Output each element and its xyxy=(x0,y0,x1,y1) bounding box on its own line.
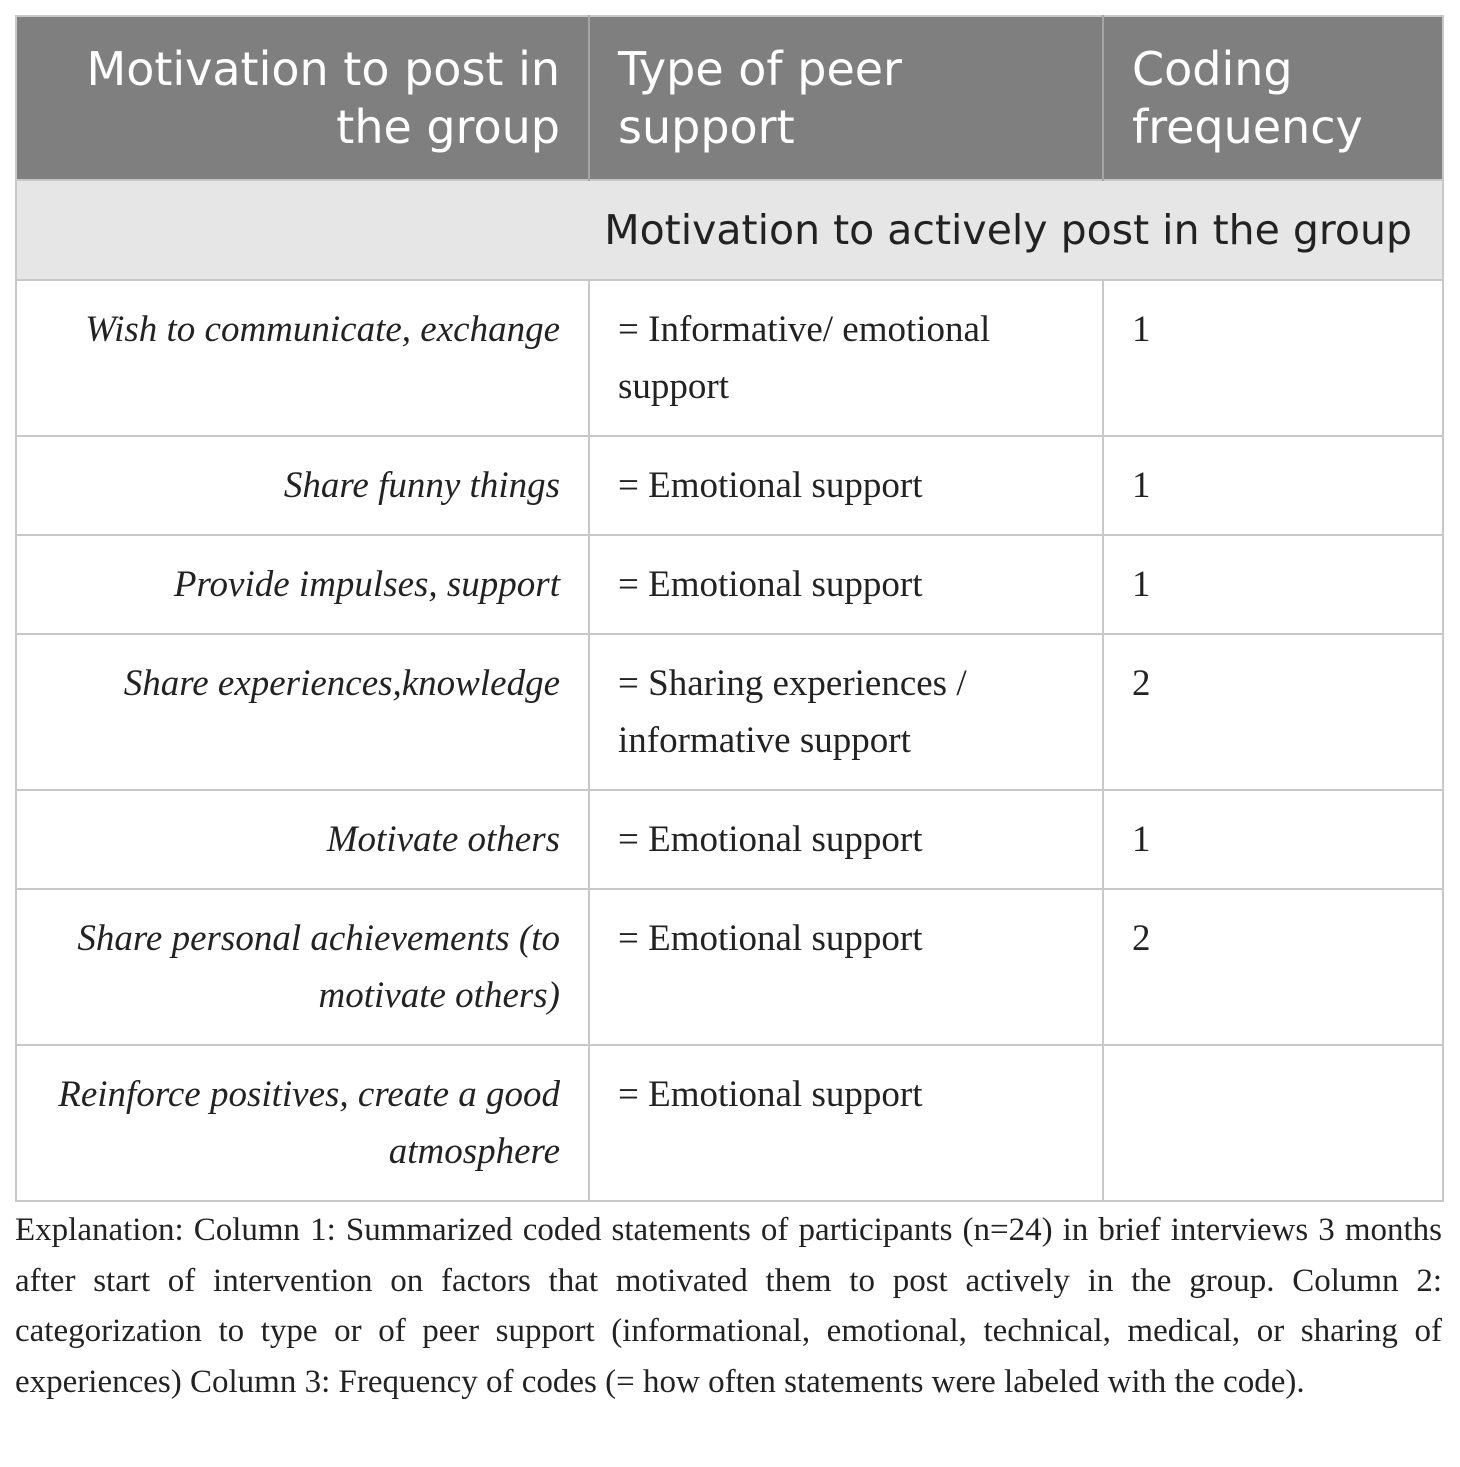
table-row xyxy=(16,889,1443,1045)
support-type-cell: = Sharing experiences / informative support xyxy=(589,634,1103,790)
motivation-cell: Share funny things xyxy=(16,436,589,535)
peer-support-table xyxy=(15,15,1444,1202)
motivation-cell: Share personal achievements (to motivate others) xyxy=(16,889,589,1045)
section-title: Motivation to actively post in the group xyxy=(16,180,1443,280)
frequency-cell xyxy=(1103,1045,1443,1201)
table-row xyxy=(16,535,1443,634)
table-row xyxy=(16,436,1443,535)
frequency-cell: 1 xyxy=(1103,280,1443,436)
support-type-cell: = Emotional support xyxy=(589,889,1103,1045)
table-header xyxy=(16,16,1443,180)
frequency-cell: 1 xyxy=(1103,535,1443,634)
column-header-type: Type of peer support xyxy=(589,16,1103,180)
frequency-cell: 1 xyxy=(1103,436,1443,535)
table-row xyxy=(16,634,1443,790)
table-row xyxy=(16,790,1443,889)
table-row xyxy=(16,280,1443,436)
motivation-cell: Motivate others xyxy=(16,790,589,889)
frequency-cell: 1 xyxy=(1103,790,1443,889)
table-row xyxy=(16,1045,1443,1201)
table-body xyxy=(16,180,1443,1201)
support-type-cell: = Emotional support xyxy=(589,436,1103,535)
section-row xyxy=(16,180,1443,280)
support-type-cell: = Informative/ emotional support xyxy=(589,280,1103,436)
support-type-cell: = Emotional support xyxy=(589,535,1103,634)
table-caption: Explanation: Column 1: Summarized coded statements of participants (n=24) in brief interviews 3 months after start of intervention on factors that motivated them to post actively in the group. Column 2: categorization to type or of peer support (informational, emotional, technical, medical, or sharing of experiences) Column 3: Frequency of codes (= how often statements were labeled with the code). xyxy=(15,1212,1442,1400)
frequency-cell: 2 xyxy=(1103,889,1443,1045)
motivation-cell: Provide impulses, support xyxy=(16,535,589,634)
motivation-cell: Reinforce positives, create a good atmosphere xyxy=(16,1045,589,1201)
column-header-frequency: Coding frequency xyxy=(1103,16,1443,180)
motivation-cell: Share experiences,knowledge xyxy=(16,634,589,790)
support-type-cell: = Emotional support xyxy=(589,790,1103,889)
frequency-cell: 2 xyxy=(1103,634,1443,790)
column-header-motivation: Motivation to post in the group xyxy=(16,16,589,180)
header-row xyxy=(16,16,1443,180)
motivation-cell: Wish to communicate, exchange xyxy=(16,280,589,436)
data-table-container xyxy=(15,15,1442,1202)
support-type-cell: = Emotional support xyxy=(589,1045,1103,1201)
